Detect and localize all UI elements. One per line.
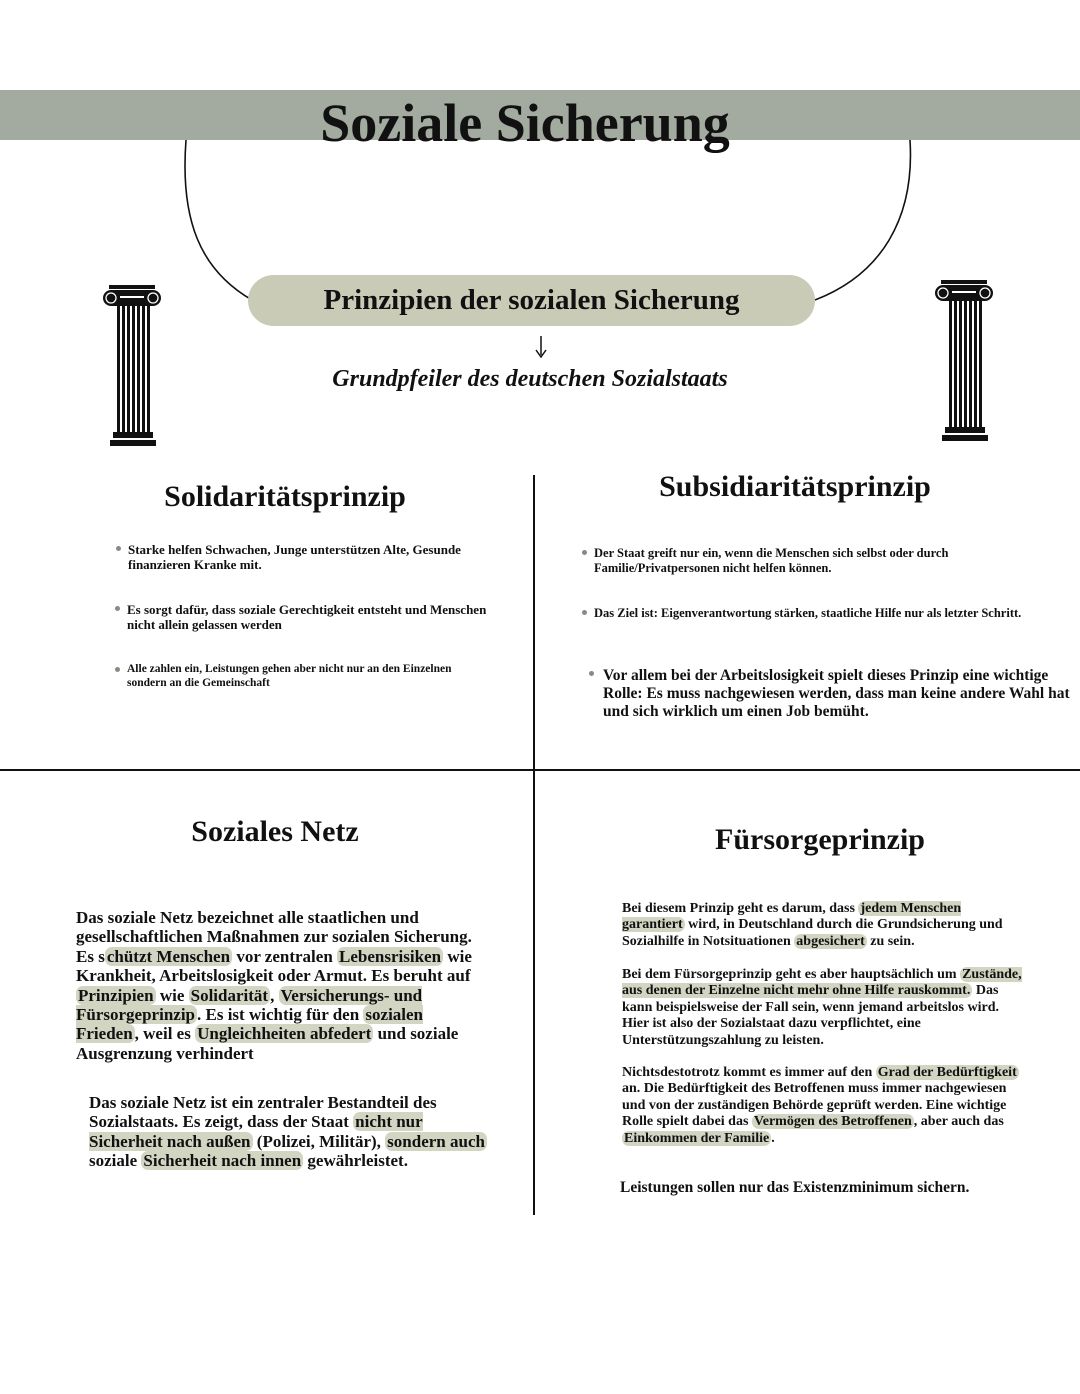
fuersorge-paragraph-4: [620, 1179, 1040, 1197]
text-segment: Das soziale Netz bezeichnet alle staatlichen und gesellschaftlichen Maßnahmen zur sozialen Sicherung. Es s: [76, 908, 472, 966]
text-segment: an. Die Bedürftigkeit des Betroffenen muss immer nachgewiesen und von der zuständigen Behörde geprüft werden. Eine wichtige Rolle spielt dabei das: [622, 1081, 1007, 1130]
highlighted-text: Einkommen der Familie: [624, 1130, 770, 1146]
left-arc: [185, 140, 252, 300]
text-segment: Bei diesem Prinzip geht es darum, dass: [622, 901, 859, 916]
text-segment: Bei dem Fürsorgeprinzip geht es aber hauptsächlich um: [622, 967, 961, 982]
highlighted-text: Solidarität: [190, 985, 269, 1005]
fuersorge-heading: Fürsorgeprinzip: [715, 823, 925, 856]
text-segment: ,: [270, 985, 279, 1005]
text-segment: vor zentralen: [232, 946, 338, 966]
subsidiaritaet-heading: Subsidiaritätsprinzip: [659, 470, 931, 503]
text-segment: Das kann beispielsweise der Fall sein, wenn jemand arbeitslos wird. Hier ist also der Sozialstaat dazu verpflichtet, eine Unterstützungszahlung zu leisten.: [622, 983, 999, 1048]
highlighted-text: jedem Menschen garantiert: [622, 901, 962, 933]
fuersorge-paragraph-3: [622, 1065, 1022, 1147]
highlighted-text: Versicherungs- und Fürsorgeprinzip: [76, 985, 423, 1025]
highlighted-text: abgesichert: [796, 933, 865, 949]
text-segment: , aber auch das: [913, 1114, 1004, 1130]
bullet-item: Vor allem bei der Arbeitslosigkeit spielt dieses Prinzip eine wichtige Rolle: Es muss nachgewiesen werden, dass man keine andere Wahl hat und sich wirklich um einen Job bemüht.: [589, 667, 1073, 721]
solidaritaet-heading: Solidaritätsprinzip: [164, 480, 406, 513]
principles-pill: Prinzipien der sozialen Sicherung: [248, 275, 815, 326]
text-segment: und soziale Ausgrenzung verhindert: [76, 1024, 459, 1063]
text-segment: Leistungen sollen nur das Existenzminimum sichern.: [620, 1179, 970, 1196]
netz-heading: Soziales Netz: [191, 815, 359, 848]
text-segment: soziale: [89, 1151, 142, 1171]
highlighted-text: sozialen Frieden: [76, 1005, 424, 1044]
highlighted-text: sondern auch: [387, 1131, 485, 1151]
fuersorge-paragraph-2: [622, 967, 1022, 1049]
vertical-divider: [533, 475, 535, 1215]
highlighted-text: Lebensrisiken: [339, 946, 442, 966]
text-segment: wird, in Deutschland durch die Grundsicherung und Sozialhilfe in Notsituationen: [622, 917, 1003, 949]
text-segment: zu sein.: [866, 933, 915, 949]
horizontal-divider: [0, 769, 1080, 771]
highlighted-text: Ungleichheiten abfedert: [197, 1024, 372, 1044]
highlighted-text: Sicherheit nach innen: [143, 1151, 302, 1171]
text-segment: Das soziale Netz ist ein zentraler Bestandteil des Sozialstaats. Es zeigt, dass der Staat: [89, 1093, 437, 1132]
subtitle: Grundpfeiler des deutschen Sozialstaats: [332, 366, 728, 392]
text-segment: , weil es: [134, 1024, 196, 1044]
page-title: Soziale Sicherung: [320, 93, 730, 153]
bullet-item: Alle zahlen ein, Leistungen gehen aber nicht nur an den Einzelnen sondern an die Gemeinschaft: [115, 663, 467, 690]
bullet-item: Das Ziel ist: Eigenverantwortung stärken, staatliche Hilfe nur als letzter Schritt.: [582, 606, 1054, 621]
netz-paragraph-2: [89, 1093, 489, 1171]
highlighted-text: Grad der Bedürftigkeit: [877, 1065, 1017, 1080]
highlighted-text: Zustände, aus denen der Einzelne nicht mehr ohne Hilfe rauskommt.: [622, 967, 1022, 999]
bullet-item: Es sorgt dafür, dass soziale Gerechtigkeit entsteht und Menschen nicht allein gelassen werden: [115, 602, 487, 632]
column-icon-right: [935, 280, 993, 441]
highlighted-text: Vermögen des Betroffenen: [753, 1114, 912, 1130]
fuersorge-paragraph-1: [622, 901, 1022, 950]
text-segment: .: [771, 1130, 775, 1146]
text-segment: . Es ist wichtig für den: [197, 1005, 364, 1025]
text-segment: gewährleistet.: [303, 1151, 408, 1171]
bullet-item: Der Staat greift nur ein, wenn die Menschen sich selbst oder durch Familie/Privatpersonen nicht helfen können.: [582, 546, 1024, 576]
bullet-item: Starke helfen Schwachen, Junge unterstützen Alte, Gesunde finanzieren Kranke mit.: [116, 542, 488, 572]
netz-paragraph-1: [76, 908, 488, 1063]
text-segment: wie: [155, 985, 189, 1005]
text-segment: (Polizei, Militär),: [252, 1131, 386, 1151]
highlighted-text: nicht nur Sicherheit nach außen: [89, 1112, 423, 1151]
text-segment: Nichtsdestotrotz kommt es immer auf den: [622, 1065, 876, 1080]
highlighted-text: Prinzipien: [78, 985, 154, 1005]
text-segment: wie Krankheit, Arbeitslosigkeit oder Armut. Es beruht auf: [76, 946, 472, 986]
right-arc: [815, 140, 910, 300]
highlighted-text: chützt Menschen: [106, 946, 231, 966]
down-arrow-icon: [536, 336, 546, 357]
